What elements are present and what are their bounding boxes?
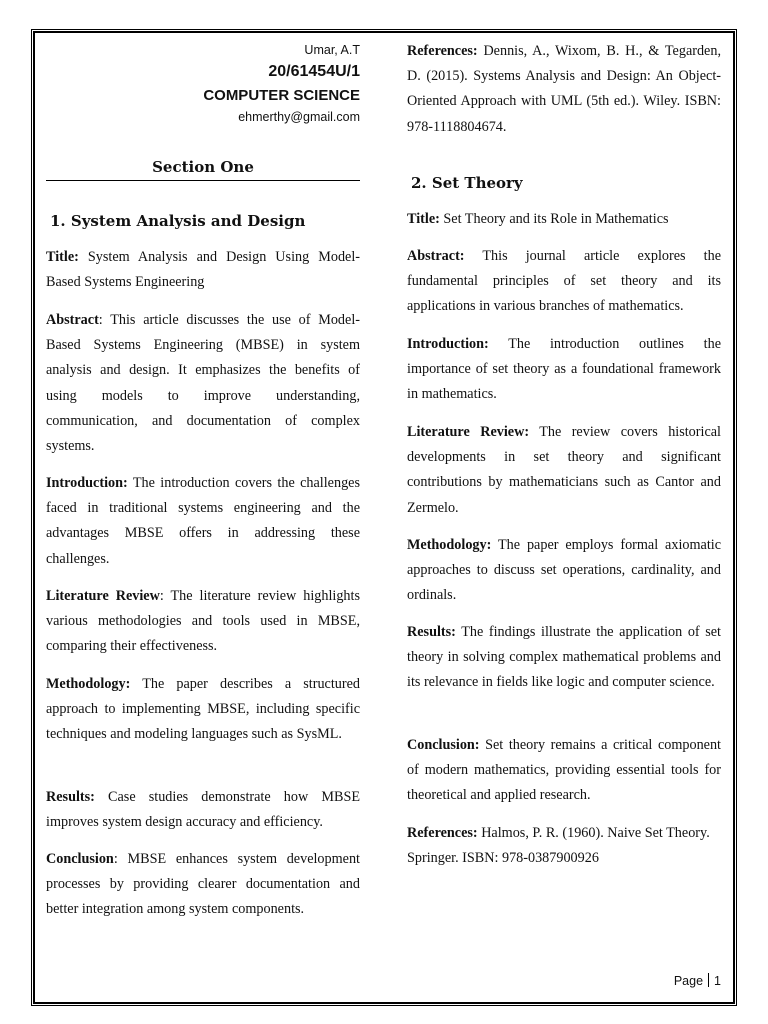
article-1-title [46,245,360,295]
title-label: Title: [46,249,79,265]
page-number: 1 [714,974,721,988]
conclusion-label: Conclusion [46,851,114,867]
conclusion-text: Set theory remains a critical component of modern mathematics, providing essential tools for theoretical and applied research. [407,737,721,804]
abstract-text: This journal article explores the fundamental principles of set theory and its applications in various branches of mathematics. [407,248,721,315]
article-1-references [407,39,721,140]
references-label: References: [407,43,478,59]
introduction-text: The introduction covers the challenges faced in traditional systems engineering and the advantages MBSE offers in addressing these challenges. [46,475,360,567]
methodology-label: Methodology: [46,676,131,692]
article-2-literature-review [407,420,721,521]
title-text: Set Theory and its Role in Mathematics [443,211,669,227]
title-text: System Analysis and Design Using Model-Based Systems Engineering [46,249,360,291]
footer-separator [708,973,709,987]
author-name: Umar, A.T [304,43,360,57]
article-2-references [407,821,721,871]
references-label: References: [407,825,478,841]
article-2-results [407,620,721,696]
article-2-introduction [407,332,721,408]
article-1-literature-review [46,584,360,660]
results-text: The findings illustrate the application of set theory in solving complex mathematical problems and its relevance in fields like logic and computer science. [407,624,721,691]
literature-label: Literature Review [46,588,160,604]
conclusion-label: Conclusion: [407,737,480,753]
results-label: Results: [46,789,95,805]
department: COMPUTER SCIENCE [203,87,360,104]
article-1-heading: 1. System Analysis and Design [50,212,306,230]
conclusion-text: : MBSE enhances system development processes by providing clearer documentation and better integration among system components. [46,851,360,918]
literature-text: : The literature review highlights various methodologies and tools used in MBSE, comparing their effectiveness. [46,588,360,655]
article-2-conclusion [407,733,721,809]
page-label: Page [673,974,704,988]
references-text: Halmos, P. R. (1960). Naive Set Theory. Springer. ISBN: 978-0387900926 [407,825,710,867]
article-2-abstract [407,244,721,320]
introduction-label: Introduction: [407,336,489,352]
literature-label: Literature Review: [407,424,530,440]
title-label: Title: [407,211,440,227]
article-1-conclusion [46,847,360,923]
introduction-label: Introduction: [46,475,128,491]
literature-text: The review covers historical developments in set theory and significant contributions by mathematicians such as Cantor and Zermelo. [407,424,721,516]
references-text: Dennis, A., Wixom, B. H., & Tegarden, D. (2015). Systems Analysis and Design: An Object-Oriented Approach with UML (5th ed.). Wiley. ISBN: 978-1118804674. [407,43,721,135]
article-1-methodology [46,672,360,748]
abstract-label: Abstract: [407,248,465,264]
methodology-text: The paper describes a structured approach to implementing MBSE, including specific techniques and modeling languages such as SysML. [46,676,360,743]
introduction-text: The introduction outlines the importance of set theory as a foundational framework in mathematics. [407,336,722,403]
methodology-text: The paper employs formal axiomatic approaches to discuss set operations, cardinality, and ordinals. [407,537,721,604]
results-text: Case studies demonstrate how MBSE improves system design accuracy and efficiency. [46,789,361,831]
abstract-label: Abstract [46,312,99,328]
section-title: Section One [152,158,254,176]
methodology-label: Methodology: [407,537,492,553]
results-label: Results: [407,624,456,640]
article-2-methodology [407,533,721,609]
article-2-heading: 2. Set Theory [411,174,523,192]
abstract-text: : This article discusses the use of Model-Based Systems Engineering (MBSE) in system analysis and design. It emphasizes the benefits of using models to improve understanding, communication, and documentation of complex systems. [46,312,360,455]
section-divider [46,180,360,181]
article-1-results [46,785,360,835]
article-1-abstract [46,308,360,459]
student-id: 20/61454U/1 [268,63,360,80]
page-footer [674,973,721,988]
article-1-introduction [46,471,360,572]
author-email: ehmerthy@gmail.com [238,110,360,124]
article-2-title [407,207,721,232]
